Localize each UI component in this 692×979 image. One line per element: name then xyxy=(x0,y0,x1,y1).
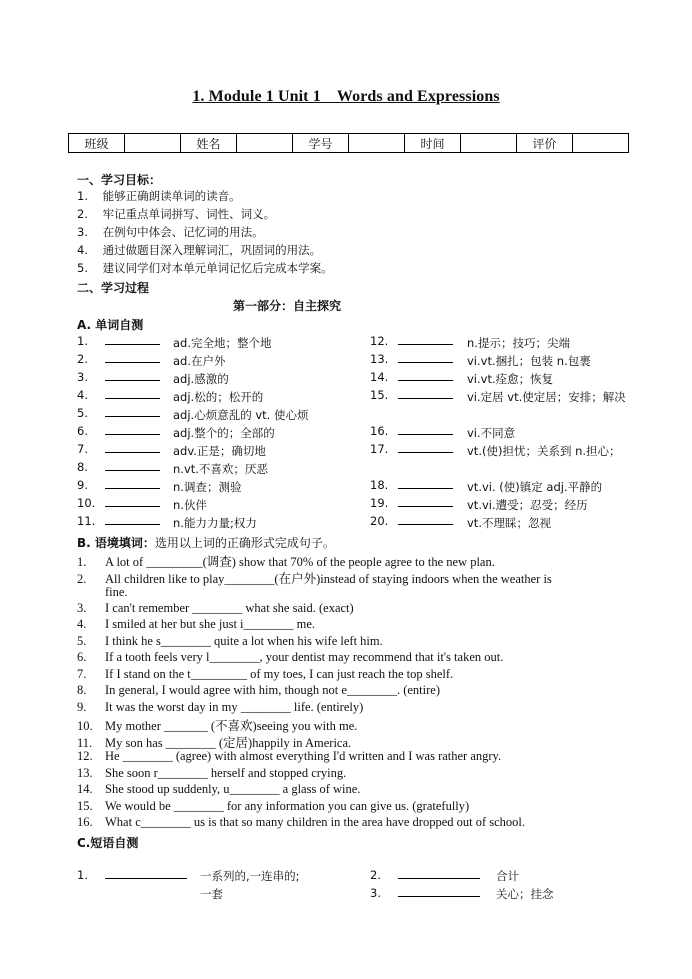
phrase-number: 3. xyxy=(370,886,381,900)
vocab-meaning: vt.(使)担忧；关系到 n.担心； xyxy=(467,444,621,458)
sentence-text: He ________ (agree) with almost everything I'd written and I was rather angry. xyxy=(105,749,502,763)
vocab-meaning: adj.心烦意乱的 vt. 使心烦 xyxy=(173,408,309,422)
sentence-item xyxy=(77,782,360,797)
answer-blank[interactable] xyxy=(398,442,453,453)
vocab-number: 18. xyxy=(370,478,389,492)
sentence-item xyxy=(77,815,525,830)
sentence-number: 16. xyxy=(77,815,93,829)
vocab-meaning: vi.vt.捆扎；包装 n.包裹 xyxy=(467,354,591,368)
vocab-number: 17. xyxy=(370,442,389,456)
vocab-item xyxy=(370,334,453,348)
sentence-item xyxy=(77,667,453,682)
sentence-item xyxy=(77,749,501,764)
vocab-meaning: n.vt.不喜欢；厌恶 xyxy=(173,462,268,476)
sentence-number: 11. xyxy=(77,735,93,750)
vocab-number: 5. xyxy=(77,406,88,420)
vocab-item xyxy=(370,352,453,366)
part-c-heading: C.短语自测 xyxy=(77,836,139,850)
phrase-meaning: 合计 xyxy=(496,869,519,883)
phrase-meaning: 关心；挂念 xyxy=(496,887,554,901)
vocab-number: 9. xyxy=(77,478,88,492)
sentence-number: 12. xyxy=(77,749,93,763)
answer-blank[interactable] xyxy=(105,478,160,489)
sentence-text: I smiled at her but she just i________ me. xyxy=(105,617,316,631)
answer-blank[interactable] xyxy=(398,424,453,435)
sentence-item xyxy=(77,683,440,698)
answer-blank[interactable] xyxy=(105,352,160,363)
vocab-item xyxy=(77,334,160,348)
answer-blank[interactable] xyxy=(105,424,160,435)
sentence-text: It was the worst day in my ________ life. (entirely) xyxy=(105,699,364,714)
sentence-number: 15. xyxy=(77,798,93,813)
vocab-number: 8. xyxy=(77,460,88,474)
sentence-text: My mother _______ (不喜欢)seeing you with me. xyxy=(105,719,358,733)
objective-item: 5. 建议同学们对本单元单词记忆后完成本学案。 xyxy=(77,261,333,275)
sentence-number: 1. xyxy=(77,555,87,569)
vocab-item xyxy=(77,514,160,528)
sentence-text: If a tooth feels very l________, your dentist may recommend that it's taken out. xyxy=(105,650,504,664)
answer-blank[interactable] xyxy=(105,442,160,453)
vocab-meaning: vi.不同意 xyxy=(467,426,516,440)
page-title: 1. Module 1 Unit 1 Words and Expressions xyxy=(192,88,500,105)
sentence-item xyxy=(77,799,469,814)
answer-blank[interactable] xyxy=(105,460,160,471)
vocab-item xyxy=(77,460,160,474)
answer-blank[interactable] xyxy=(398,514,453,525)
phrase-number: 2. xyxy=(370,868,381,882)
answer-blank[interactable] xyxy=(398,886,480,897)
vocab-meaning: vt.vi.遭受；忍受；经历 xyxy=(467,498,588,512)
answer-blank[interactable] xyxy=(105,514,160,525)
objective-item: 1. 能够正确朗读单词的读音。 xyxy=(77,189,241,203)
vocab-meaning: vt.不理睬；忽视 xyxy=(467,516,551,530)
part-a-heading: A. 单词自测 xyxy=(77,318,144,332)
vocab-meaning: n.伙伴 xyxy=(173,498,207,512)
vocab-number: 11. xyxy=(77,514,96,528)
objective-item: 3. 在例句中体会、记忆词的用法。 xyxy=(77,225,264,239)
class-label: 班级 xyxy=(69,134,125,153)
sentence-text: She stood up suddenly, u________ a glass of wine. xyxy=(105,782,361,796)
answer-blank[interactable] xyxy=(398,352,453,363)
vocab-meaning: ad.完全地；整个地 xyxy=(173,336,272,350)
phrase-item-2 xyxy=(370,868,480,882)
class-field[interactable] xyxy=(125,134,181,153)
answer-blank[interactable] xyxy=(105,334,160,345)
answer-blank[interactable] xyxy=(398,478,453,489)
vocab-number: 15. xyxy=(370,388,389,402)
vocab-item xyxy=(370,370,453,384)
objective-item: 4. 通过做题目深入理解词汇，巩固词的用法。 xyxy=(77,243,322,257)
vocab-meaning: n.提示；技巧；尖端 xyxy=(467,336,570,350)
sentence-number: 5. xyxy=(77,633,87,648)
part-b-label: B. 语境填词： xyxy=(77,536,155,550)
name-field[interactable] xyxy=(237,134,293,153)
answer-blank[interactable] xyxy=(105,868,187,879)
phrase-meaning: 一系列的,一连串的; xyxy=(200,869,300,883)
sentence-text: My son has ________ (定居)happily in America. xyxy=(105,735,352,750)
sentence-text: I can't remember ________ what she said. (exact) xyxy=(105,600,354,615)
answer-blank[interactable] xyxy=(398,868,480,879)
sentence-number: 13. xyxy=(77,765,93,780)
answer-blank[interactable] xyxy=(398,496,453,507)
sentence-text: fine. xyxy=(105,585,128,599)
time-field[interactable] xyxy=(461,134,517,153)
sentence-text: We would be ________ for any information you can give us. (gratefully) xyxy=(105,798,470,813)
sentence-item xyxy=(77,552,495,570)
vocab-item xyxy=(370,424,453,438)
sentence-number: 4. xyxy=(77,617,87,631)
vocab-item xyxy=(370,496,453,510)
part-b-instruction: 选用以上词的正确形式完成句子。 xyxy=(154,536,335,550)
sentence-text: What c________ us is that so many children in the area have dropped out of school. xyxy=(105,815,526,829)
phrase-meaning-cont: 一套 xyxy=(200,887,223,901)
vocab-number: 14. xyxy=(370,370,389,384)
answer-blank[interactable] xyxy=(398,370,453,381)
vocab-item xyxy=(370,478,453,492)
student-id-label: 学号 xyxy=(293,134,349,153)
vocab-meaning: vi.vt.痊愈；恢复 xyxy=(467,372,554,386)
answer-blank[interactable] xyxy=(105,406,160,417)
vocab-number: 12. xyxy=(370,334,389,348)
vocab-item xyxy=(77,352,160,366)
sentence-number: 7. xyxy=(77,666,87,681)
vocab-number: 1. xyxy=(77,334,88,348)
phrase-item-3 xyxy=(370,886,480,900)
answer-blank[interactable] xyxy=(398,334,453,345)
vocab-meaning: n.能力力量;权力 xyxy=(173,516,257,530)
sentence-item xyxy=(77,700,363,715)
vocab-meaning: vi.定居 vt.使定居；安排；解决 xyxy=(467,390,626,404)
vocab-meaning: adj.松的；松开的 xyxy=(173,390,264,404)
vocab-number: 10. xyxy=(77,496,96,510)
vocab-number: 16. xyxy=(370,424,389,438)
sentence-item xyxy=(77,601,354,616)
vocab-number: 13. xyxy=(370,352,389,366)
sentence-number: 6. xyxy=(77,650,87,664)
phrase-number: 1. xyxy=(77,868,88,882)
objectives-heading: 一、学习目标： xyxy=(77,173,162,187)
sentence-item xyxy=(77,585,128,600)
sentence-number: 10. xyxy=(77,719,93,733)
phrase-item-1 xyxy=(77,868,187,882)
sentence-number: 8. xyxy=(77,683,87,697)
sentence-item xyxy=(77,650,503,665)
vocab-meaning: n.调查；测验 xyxy=(173,480,242,494)
sentence-item xyxy=(77,766,346,781)
sentence-item xyxy=(77,569,552,587)
vocab-item xyxy=(370,388,453,402)
sentence-number: 9. xyxy=(77,699,87,714)
name-label: 姓名 xyxy=(181,134,237,153)
objective-item: 2. 牢记重点单词拼写、词性、词义。 xyxy=(77,207,276,221)
vocab-meaning: adv.正是；确切地 xyxy=(173,444,266,458)
evaluation-label: 评价 xyxy=(517,134,573,153)
vocab-item xyxy=(77,478,160,492)
vocab-item xyxy=(77,406,160,420)
answer-blank[interactable] xyxy=(398,388,453,399)
vocab-item xyxy=(77,442,160,456)
sentence-item xyxy=(77,716,357,734)
sentence-text: A lot of _________(调查) show that 70% of the people agree to the new plan. xyxy=(105,555,495,569)
sentence-number: 14. xyxy=(77,782,93,796)
vocab-item xyxy=(370,442,453,456)
vocab-number: 3. xyxy=(77,370,88,384)
vocab-number: 2. xyxy=(77,352,88,366)
vocab-meaning: adj.感激的 xyxy=(173,372,229,386)
vocab-item xyxy=(77,496,160,510)
part1-heading: 第一部分：自主探究 xyxy=(233,299,342,313)
process-heading: 二、学习过程 xyxy=(77,281,150,295)
evaluation-field[interactable] xyxy=(573,134,629,153)
sentence-text: I think he s________ quite a lot when his wife left him. xyxy=(105,633,383,648)
vocab-item xyxy=(77,370,160,384)
answer-blank[interactable] xyxy=(105,370,160,381)
vocab-number: 7. xyxy=(77,442,88,456)
vocab-meaning: vt.vi. (使)镇定 adj.平静的 xyxy=(467,480,603,494)
sentence-item xyxy=(77,617,315,632)
vocab-meaning: ad.在户外 xyxy=(173,354,226,368)
vocab-number: 20. xyxy=(370,514,389,528)
part-b-heading xyxy=(77,534,335,551)
sentence-text: All children like to play________(在户外)instead of staying indoors when the weather is xyxy=(105,571,552,586)
sentence-number: 2. xyxy=(77,571,87,586)
vocab-number: 6. xyxy=(77,424,88,438)
vocab-item xyxy=(77,388,160,402)
vocab-number: 4. xyxy=(77,388,88,402)
vocab-number: 19. xyxy=(370,496,389,510)
vocab-item xyxy=(370,514,453,528)
sentence-item xyxy=(77,733,351,751)
student-info-table xyxy=(68,133,629,153)
vocab-item xyxy=(77,424,160,438)
sentence-item xyxy=(77,634,383,649)
student-id-field[interactable] xyxy=(349,134,405,153)
sentence-text: In general, I would agree with him, though not e________. (entire) xyxy=(105,683,440,697)
sentence-text: She soon r________ herself and stopped crying. xyxy=(105,765,347,780)
vocab-meaning: adj.整个的；全部的 xyxy=(173,426,275,440)
sentence-number: 3. xyxy=(77,600,87,615)
answer-blank[interactable] xyxy=(105,496,160,507)
time-label: 时间 xyxy=(405,134,461,153)
answer-blank[interactable] xyxy=(105,388,160,399)
sentence-text: If I stand on the t_________ of my toes, I can just reach the top shelf. xyxy=(105,666,454,681)
